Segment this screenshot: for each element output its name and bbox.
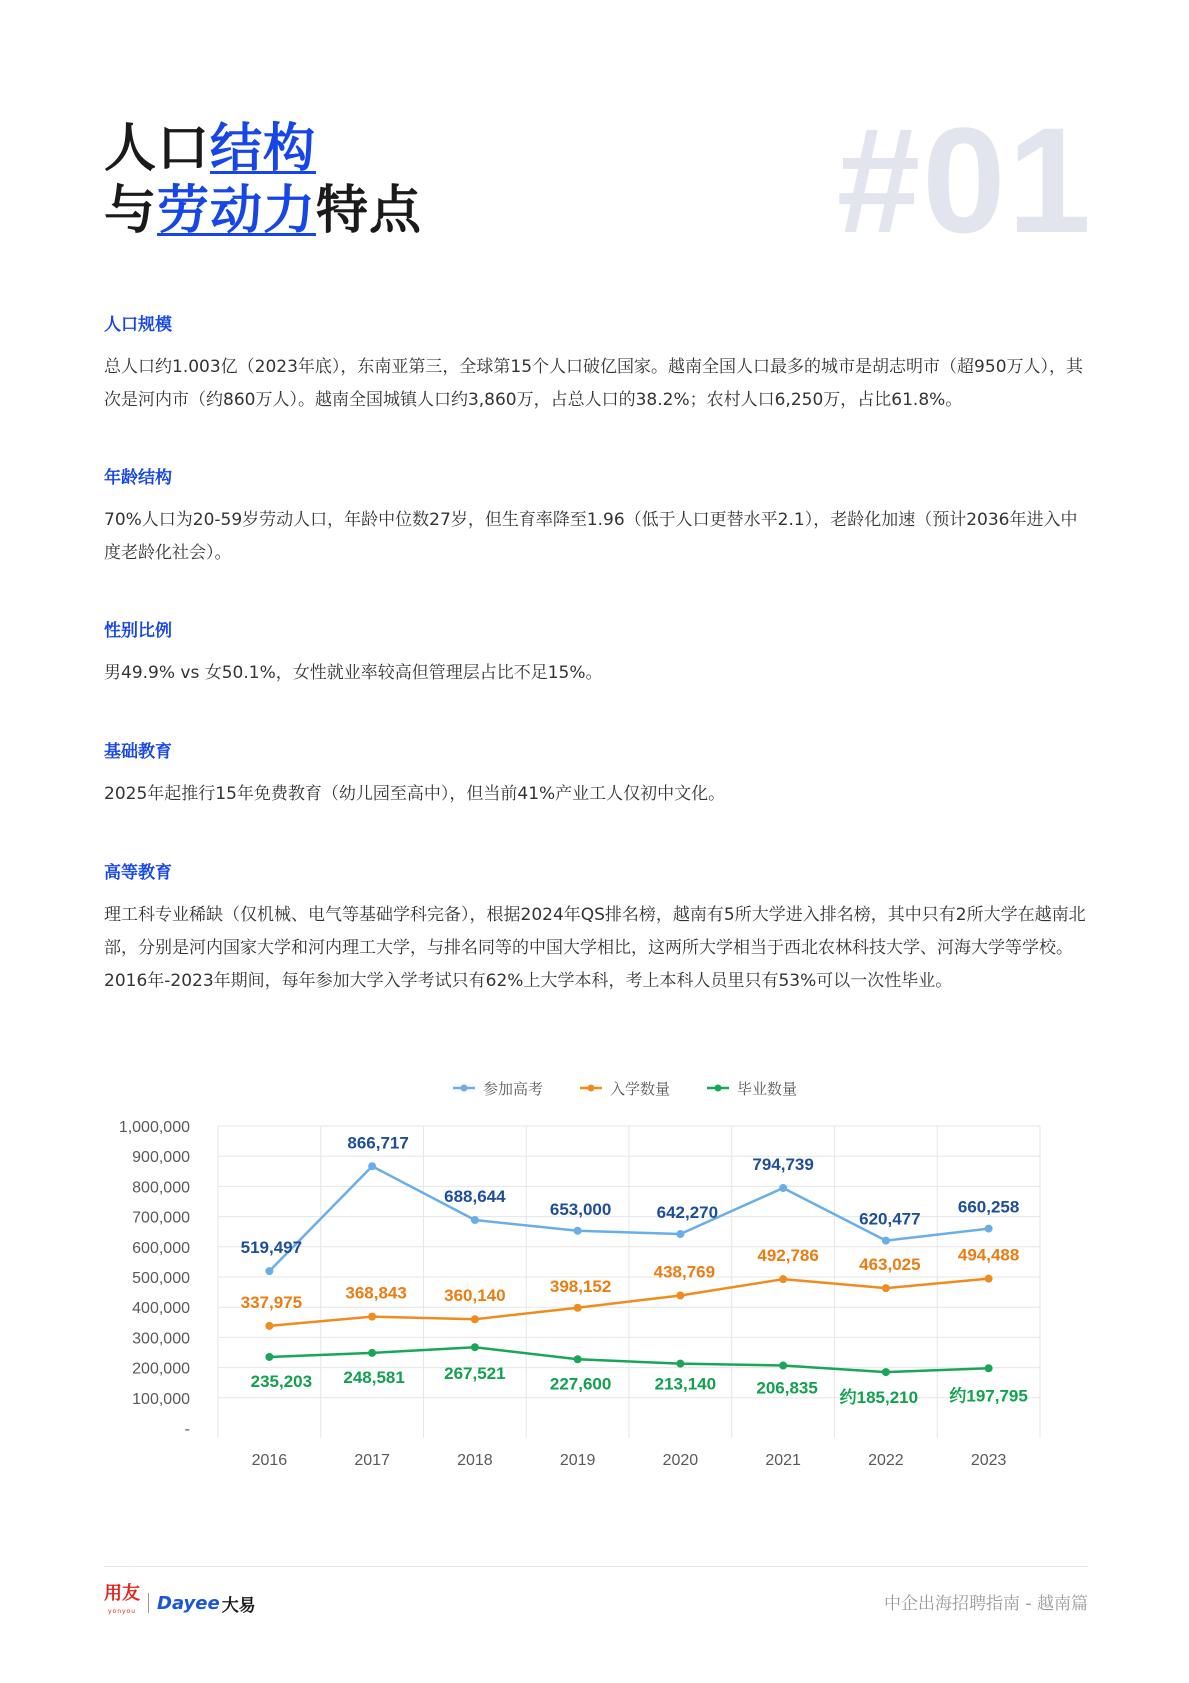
data-label: 360,140	[444, 1286, 506, 1306]
data-label: 337,975	[240, 1292, 303, 1312]
x-tick-label: 2022	[868, 1452, 904, 1469]
y-tick-label: 900,000	[132, 1149, 190, 1167]
data-label: 653,000	[549, 1199, 612, 1219]
y-tick-label: 200,000	[132, 1360, 190, 1378]
dayee-logo: Dayee	[157, 1592, 220, 1614]
data-label: 438,769	[653, 1262, 716, 1282]
y-tick-label: 300,000	[132, 1330, 190, 1348]
section-body: 男49.9% vs 女50.1%，女性就业率较高但管理层占比不足15%。	[104, 663, 603, 683]
data-point	[985, 1364, 993, 1372]
section-heading: 高等教育	[104, 863, 172, 883]
data-point	[471, 1315, 479, 1323]
data-point	[574, 1304, 582, 1312]
section-heading: 人口规模	[104, 315, 172, 335]
y-tick-label: 700,000	[132, 1209, 190, 1227]
data-point	[676, 1291, 684, 1299]
data-label: 660,258	[957, 1197, 1020, 1217]
y-tick-label: 600,000	[132, 1239, 190, 1257]
section-heading: 年龄结构	[104, 468, 172, 488]
x-tick-label: 2018	[457, 1452, 493, 1469]
legend-swatch-dot	[588, 1085, 595, 1092]
y-tick-label: 400,000	[132, 1300, 190, 1318]
legend-swatch-dot	[715, 1085, 722, 1092]
data-label: 248,581	[343, 1367, 405, 1387]
section-gender-ratio	[104, 616, 1088, 690]
legend-label: 参加高考	[483, 1081, 544, 1098]
data-point	[779, 1275, 787, 1283]
data-point	[471, 1343, 479, 1351]
logo-divider	[148, 1593, 149, 1613]
education-line-chart	[0, 1070, 1189, 1490]
data-point	[265, 1353, 273, 1361]
data-point	[779, 1362, 787, 1370]
yonyou-logo: 用友 yonyou	[104, 1583, 140, 1615]
section-basic-education	[104, 737, 1088, 811]
data-label: 494,488	[957, 1245, 1020, 1265]
y-tick-label: -	[184, 1421, 190, 1438]
x-tick-label: 2021	[765, 1452, 801, 1469]
section-body: 70%人口为20-59岁劳动人口，年龄中位数27岁，但生育率降至1.96（低于人口更替水平2.1），老龄化加速（预计2036年进入中度老龄化社会）。	[104, 510, 1078, 563]
section-number: #01	[836, 96, 1093, 264]
data-point	[882, 1368, 890, 1376]
legend-label: 入学数量	[610, 1081, 671, 1098]
data-point	[471, 1216, 479, 1224]
data-point	[574, 1227, 582, 1235]
data-point	[676, 1230, 684, 1238]
section-body: 理工科专业稀缺（仅机械、电气等基础学科完备），根据2024年QS排名榜，越南有5所大学进入排名榜，其中只有2所大学在越南北部，分别是河内国家大学和河内理工大学，与排名同等的中国大学相比，这两所大学相当于西北农林科技大学、河海大学等学校。2016年-2023年期间，每年参加大学入学考试只有62%上大学本科，考上本科人员里只有53%可以一次性毕业。	[104, 905, 1086, 991]
data-point	[779, 1184, 787, 1192]
section-heading: 性别比例	[104, 621, 172, 641]
x-tick-label: 2017	[354, 1452, 390, 1469]
data-label: 794,739	[752, 1154, 814, 1174]
y-tick-label: 1,000,000	[118, 1119, 190, 1136]
y-tick-label: 800,000	[132, 1179, 190, 1197]
data-label: 688,644	[444, 1187, 506, 1207]
x-tick-label: 2019	[559, 1452, 596, 1469]
x-tick-label: 2023	[970, 1452, 1007, 1469]
data-point	[985, 1225, 993, 1233]
data-point	[265, 1322, 273, 1330]
data-point	[985, 1275, 993, 1283]
data-label: 235,203	[250, 1371, 313, 1391]
footer-caption: 中企出海招聘指南 - 越南篇	[884, 1594, 1088, 1614]
x-tick-label: 2020	[662, 1452, 699, 1469]
data-label: 642,270	[656, 1203, 719, 1223]
data-point	[265, 1267, 273, 1275]
legend-label: 毕业数量	[737, 1081, 798, 1098]
data-label: 620,477	[859, 1209, 921, 1229]
data-point	[368, 1349, 376, 1357]
section-population-size	[104, 310, 1088, 417]
data-label: 267,521	[444, 1364, 506, 1384]
data-point	[574, 1355, 582, 1363]
section-body: 总人口约1.003亿（2023年底），东南亚第三，全球第15个人口破亿国家。越南全国人口最多的城市是胡志明市（超950万人），其次是河内市（约860万人）。越南全国城镇人口约3,860万，占总人口的38.2%；农村人口6,250万，占比61.8%。	[104, 357, 1084, 410]
section-higher-education	[104, 858, 1088, 998]
data-label: 463,025	[859, 1255, 921, 1275]
data-point	[882, 1284, 890, 1292]
data-label: 约185,210	[839, 1388, 919, 1408]
dayee-logo-cn: 大易	[221, 1595, 256, 1616]
data-point	[368, 1313, 376, 1321]
data-label: 398,152	[549, 1276, 612, 1296]
data-label: 492,786	[757, 1246, 819, 1266]
data-label: 213,140	[654, 1374, 717, 1394]
section-heading: 基础教育	[104, 742, 172, 762]
data-label: 368,843	[345, 1283, 407, 1303]
section-age-structure	[104, 463, 1088, 570]
title-highlight-structure: 结构	[210, 119, 317, 179]
title-line-1: 人口结构	[104, 119, 317, 179]
data-point	[676, 1360, 684, 1368]
data-label: 227,600	[549, 1374, 612, 1394]
data-point	[882, 1237, 890, 1245]
y-tick-label: 500,000	[132, 1270, 190, 1287]
data-label: 866,717	[347, 1133, 409, 1153]
title-line-2: 与劳动力特点	[104, 181, 423, 241]
data-label: 约197,795	[949, 1386, 1028, 1406]
chart-svg	[0, 1070, 1189, 1490]
y-tick-label: 100,000	[132, 1390, 190, 1408]
data-point	[368, 1162, 376, 1170]
footer-logo	[104, 1585, 256, 1621]
page-title	[104, 118, 422, 242]
section-body: 2025年起推行15年免费教育（幼儿园至高中），但当前41%产业工人仅初中文化。	[104, 784, 726, 804]
x-tick-label: 2016	[251, 1452, 288, 1469]
legend-swatch-dot	[461, 1085, 468, 1092]
data-label: 206,835	[756, 1378, 818, 1398]
title-highlight-labor: 劳动力	[157, 181, 317, 241]
footer-divider	[104, 1566, 1088, 1567]
data-label: 519,497	[240, 1238, 303, 1258]
